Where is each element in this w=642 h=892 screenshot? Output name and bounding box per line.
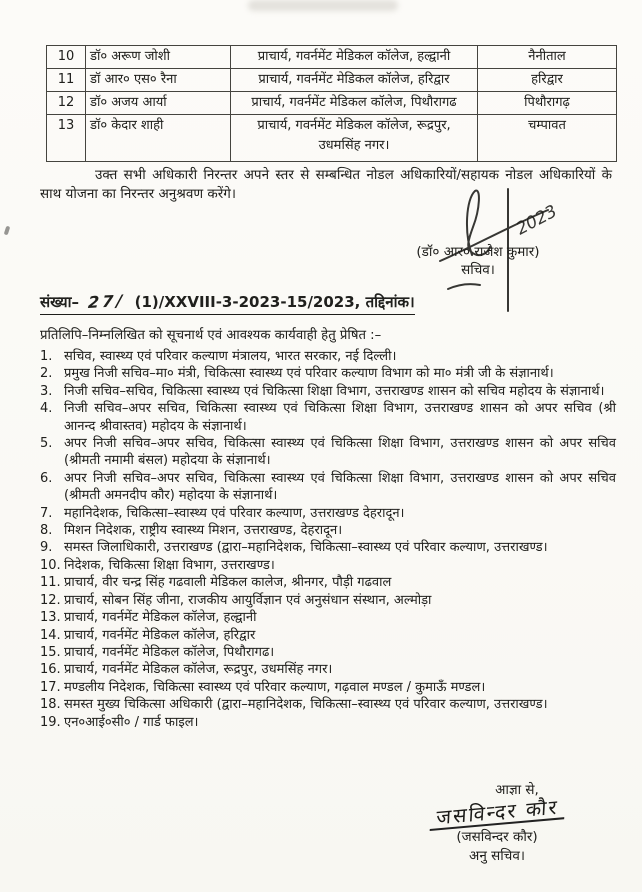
copy-list-item-text: प्राचार्य, सोबन सिंह जीना, राजकीय आयुर्विज्ञान एवं अनुसंधान संस्थान, अल्मोड़ा (64, 592, 432, 608)
scan-smudge-artifact (248, 0, 398, 11)
under-secretary-name: (जसविन्दर कौर) (456, 829, 538, 845)
copy-list-item-number: 10. (40, 557, 61, 573)
under-secretary-signature-block (402, 781, 592, 866)
copy-list-item-text: प्राचार्य, गवर्नमेंट मेडिकल कॉलेज, पिथौरागढ। (64, 644, 275, 660)
name-cell: डॉ० अरूण जोशी (86, 46, 231, 69)
designation-cell: प्राचार्य, गवर्नमेंट मेडिकल कॉलेज, हरिद्वार (231, 69, 478, 92)
copy-list-item-text: निदेशक, चिकित्सा शिक्षा विभाग, उत्तराखण्ड। (64, 557, 275, 573)
sno-cell: 10 (47, 46, 86, 69)
secretary-signature-block (378, 241, 578, 279)
table-row (47, 46, 617, 69)
designation-cell: प्राचार्य, गवर्नमेंट मेडिकल कॉलेज, रूद्रपुर, उधमसिंह नगर। (231, 115, 478, 162)
under-secretary-handwritten-signature: जसविन्दर कौर (429, 797, 564, 831)
copy-list-item-text: समस्त मुख्य चिकित्सा अधिकारी (द्वारा–महानिदेशक, चिकित्सा–स्वास्थ्य एवं परिवार कल्याण, उत्तराखण्ड। (64, 697, 548, 713)
reference-handwritten-number: 27/ (87, 290, 126, 313)
copy-list-item-number: 18. (40, 697, 61, 713)
copy-list-item-number: 5. (40, 436, 53, 452)
copy-list-item-text: एन०आई०सी० / गार्ड फाइल। (64, 714, 199, 730)
district-cell: हरिद्वार (478, 69, 617, 92)
copy-list-item-number: 2. (40, 366, 53, 382)
copy-list-item-text: प्राचार्य, गवर्नमेंट मेडिकल कॉलेज, हरिद्वार (64, 627, 256, 643)
copy-list-item-text: अपर निजी सचिव–अपर सचिव, चिकित्सा स्वास्थ्य एवं चिकित्सा शिक्षा विभाग, उत्तराखण्ड शासन को अपर सचिव (श्रीमती नमामी बंसल) महोदया के संज्ञानार्थ। (64, 436, 616, 469)
copy-list-item (40, 679, 616, 696)
copy-list-item (40, 557, 616, 574)
sno-cell: 12 (47, 92, 86, 115)
table-row (47, 69, 617, 92)
copy-list-item-text: समस्त जिलाधिकारी, उत्तराखण्ड (द्वारा–महानिदेशक, चिकित्सा–स्वास्थ्य एवं परिवार कल्याण, उत्तराखण्ड। (64, 540, 548, 556)
table-row (47, 115, 617, 162)
copy-list-item (40, 539, 616, 556)
copy-list-item-number: 16. (40, 662, 61, 678)
under-secretary-title: अनु सचिव। (469, 848, 525, 864)
sno-cell: 13 (47, 115, 86, 162)
copy-list-item (40, 522, 616, 539)
copy-list (40, 348, 616, 731)
copy-list-item (40, 696, 616, 713)
copy-list-item (40, 644, 616, 661)
copy-list-item (40, 400, 616, 435)
reference-number-line (40, 292, 642, 315)
designation-cell: प्राचार्य, गवर्नमेंट मेडिकल कॉलेज, हल्द्वानी (231, 46, 478, 69)
secretary-name: (डॉ० आर० राजेश कुमार) (416, 244, 540, 260)
copy-list-item-text: महानिदेशक, चिकित्सा–स्वास्थ्य एवं परिवार कल्याण, उत्तराखण्ड देहरादून। (64, 505, 405, 521)
scan-speck-artifact (4, 226, 11, 236)
copy-list-item-number: 14. (40, 627, 61, 643)
copy-list-item (40, 505, 616, 522)
copy-list-item-text: निजी सचिव–सचिव, चिकित्सा स्वास्थ्य एवं चिकित्सा शिक्षा विभाग, उत्तराखण्ड शासन को सचिव महोदय के संज्ञानार्थ। (64, 383, 605, 399)
copy-list-item (40, 609, 616, 626)
copy-list-item (40, 574, 616, 591)
copy-list-item-text: प्राचार्य, गवर्नमेंट मेडिकल कॉलेज, रूद्रपुर, उधमसिंह नगर। (64, 662, 333, 678)
copy-list-item (40, 714, 616, 731)
copy-list-item-number: 7. (40, 505, 53, 521)
designation-cell: प्राचार्य, गवर्नमेंट मेडिकल कॉलेज, पिथौरागढ (231, 92, 478, 115)
copy-list-item-text: प्राचार्य, गवर्नमेंट मेडिकल कॉलेज, हल्द्वानी (64, 610, 257, 626)
monitoring-paragraph: उक्त सभी अधिकारी निरन्तर अपने स्तर से सम्बन्धित नोडल अधिकारियों/सहायक नोडल अधिकारियों के साथ योजना का निरन्तर अनुश्रवण करेंगे। (40, 167, 612, 202)
copy-list-item-number: 8. (40, 523, 53, 539)
copy-list-item-text: प्रमुख निजी सचिव–मा० मंत्री, चिकित्सा स्वास्थ्य एवं परिवार कल्याण विभाग को मा० मंत्री जी के संज्ञानार्थ। (64, 366, 554, 382)
copy-list-item-number: 15. (40, 644, 61, 660)
officials-table (46, 45, 617, 162)
copy-list-item (40, 661, 616, 678)
name-cell: डॉ आर० एस० रैना (86, 69, 231, 92)
copy-list-item-number: 6. (40, 470, 53, 486)
name-cell: डॉ० अजय आर्या (86, 92, 231, 115)
secretary-title: सचिव। (461, 262, 495, 278)
copy-list-item-number: 4. (40, 401, 53, 417)
copy-list-item-number: 3. (40, 383, 53, 399)
copy-list-item-number: 19. (40, 714, 61, 730)
district-cell: चम्पावत (478, 115, 617, 162)
copy-list-item-text: मिशन निदेशक, राष्ट्रीय स्वास्थ्य मिशन, उत्तराखण्ड, देहरादून। (64, 523, 343, 539)
copy-list-item (40, 383, 616, 400)
copy-list-item-number: 17. (40, 679, 61, 695)
handwritten-year-2023: 2023 (512, 201, 561, 240)
copy-list-item-text: मण्डलीय निदेशक, चिकित्सा स्वास्थ्य एवं परिवार कल्याण, गढ़वाल मण्डल / कुमाऊँ मण्डल। (64, 679, 486, 695)
reference-number: (1)/XXVIII-3-2023-15/2023, तद्दिनांक। (134, 293, 415, 311)
copy-list-item-text: सचिव, स्वास्थ्य एवं परिवार कल्याण मंत्रालय, भारत सरकार, नई दिल्ली। (64, 349, 397, 364)
copy-list-item-number: 9. (40, 540, 53, 556)
copy-list-item (40, 348, 616, 365)
copy-list-item-number: 1. (40, 349, 53, 364)
copy-list-item-text: अपर निजी सचिव–अपर सचिव, चिकित्सा स्वास्थ्य एवं चिकित्सा शिक्षा विभाग, उत्तराखण्ड शासन को अपर सचिव (श्रीमती अमनदीप कौर) महोदया के संज्ञानार्थ। (64, 470, 616, 504)
reference-label: संख्या– (40, 293, 80, 311)
copy-list-item-text: निजी सचिव–अपर सचिव, चिकित्सा स्वास्थ्य एवं चिकित्सा शिक्षा विभाग, उत्तराखण्ड शासन को अपर सचिव (श्री आनन्द श्रीवास्तव) महोदय के संज्ञानार्थ। (64, 401, 616, 434)
by-order-text: आज्ञा से, (495, 782, 539, 798)
table-row (47, 92, 617, 115)
sno-cell: 11 (47, 69, 86, 92)
copy-list-item-text: प्राचार्य, वीर चन्द्र सिंह गढवाली मेडिकल कालेज, श्रीनगर, पौड़ी गढवाल (64, 575, 392, 591)
copy-list-item (40, 470, 616, 505)
district-cell: पिथौरागढ़ (478, 92, 617, 115)
district-cell: नैनीताल (478, 46, 617, 69)
copy-list-item (40, 435, 616, 470)
copy-list-item-number: 12. (40, 592, 61, 608)
copy-list-item (40, 592, 616, 609)
copy-list-item (40, 365, 616, 382)
name-cell: डॉ० केदार शाही (86, 115, 231, 162)
copy-list-item-number: 13. (40, 610, 61, 626)
copy-list-item (40, 627, 616, 644)
officials-table-body (47, 46, 617, 162)
copy-heading: प्रतिलिपि–निम्नलिखित को सूचनार्थ एवं आवश्यक कार्यवाही हेतु प्रेषित :– (40, 328, 382, 343)
copy-list-item-number: 11. (40, 575, 61, 591)
